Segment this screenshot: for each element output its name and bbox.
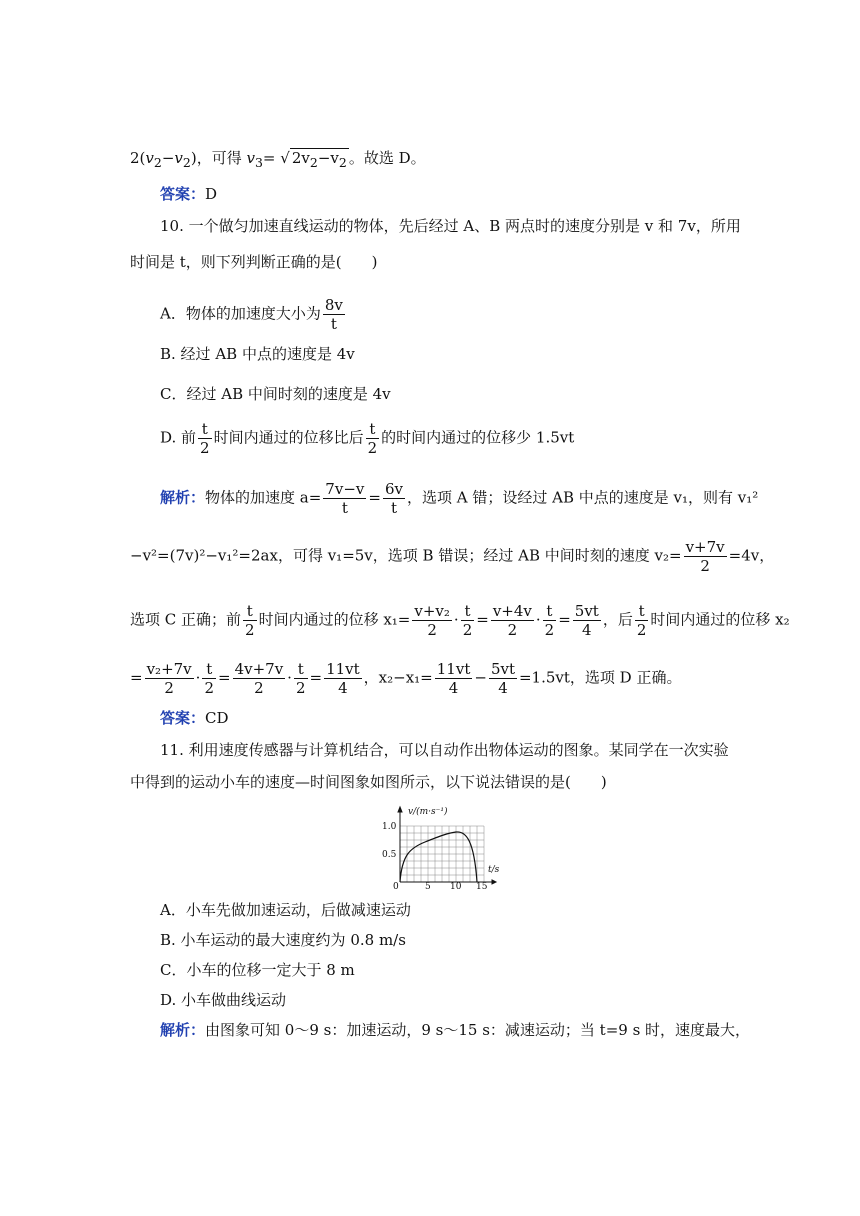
q10-option-d: D. 前 $\frac{t}{2}$ 时间内通过的位移比后 $\frac{t}{2}$ 的时间内通过的位移少 1.5vt: [160, 420, 575, 457]
velocity-curve: [400, 832, 477, 882]
q11-option-c: C．小车的位移一定大于 8 m: [160, 961, 355, 979]
solution-10-line2: −v²=(7v)²−v₁²=2ax，可得 v₁=5v，选项 B 错误；经过 AB 中间时刻的速度 v₂= $\frac{v+7v}{2}$ =4v，: [130, 538, 775, 575]
q11-option-d: D. 小车做曲线运动: [160, 991, 287, 1009]
graph-x-tick-10: 10: [450, 882, 462, 890]
continuation-line: $2(v_2-v_2)$，可得 $v_3=$ √ $2v_2-v_2$ 。故选 D。: [130, 149, 426, 170]
q10-option-a: A．物体的加速度大小为 $\frac{8v}{t}$: [160, 296, 343, 333]
question-11-stem: 11. 利用速度传感器与计算机结合，可以自动作出物体运动的图象。某同学在一次实验: [160, 741, 729, 759]
graph-y-label: v/(m·s⁻¹): [408, 807, 448, 817]
solution-10-line3: 选项 C 正确；前 $\frac{t}{2}$ 时间内通过的位移 x₁= $\frac{\text{v+v₂}}{2}$ · $\frac{t}{2}$ = $\frac{v+4v}{2}$ · $\frac{t}{2}$ = $\frac{5vt}{4}$ ，后 $\frac{t}{2}$ 时间内通过的位移 x₂: [130, 602, 790, 639]
graph-grid: [400, 826, 484, 882]
q10-option-c: C．经过 AB 中间时刻的速度是 4v: [160, 385, 391, 403]
solution-11: 解析：由图象可知 0～9 s：加速运动，9 s～15 s：减速运动；当 t=9 s 时，速度最大，: [160, 1021, 751, 1039]
answer-9: 答案：D: [160, 185, 218, 203]
graph-axes: [398, 807, 496, 884]
q11-option-a: A．小车先做加速运动，后做减速运动: [160, 901, 411, 919]
graph-x-tick-5: 5: [425, 882, 431, 890]
question-10-stem-cont: 时间是 t，则下列判断正确的是( ): [130, 253, 378, 271]
answer-10: 答案：CD: [160, 709, 229, 727]
graph-y-tick-1: 1.0: [382, 822, 397, 832]
graph-x-tick-0: 0: [393, 882, 399, 890]
question-10-stem: 10. 一个做匀加速直线运动的物体，先后经过 A、B 两点时的速度分别是 v 和 7v，所用: [160, 217, 741, 235]
graph-y-tick-05: 0.5: [382, 850, 397, 860]
solution-10-line4: = $\frac{\text{v₂+7v}}{2}$ · $\frac{t}{2}$ = $\frac{4v+7v}{2}$ · $\frac{t}{2}$ = $\frac{11vt}{4}$ ，x₂−x₁= $\frac{11vt}{4}$ − $\frac{5vt}{4}$ =1.5vt，选项 D 正确。: [130, 660, 682, 697]
graph-x-label: t/s: [488, 865, 500, 875]
q10-option-b: B. 经过 AB 中点的速度是 4v: [160, 345, 355, 363]
graph-x-tick-15: 15: [476, 882, 488, 890]
velocity-time-graph: [380, 800, 510, 890]
q11-option-b: B. 小车运动的最大速度约为 0.8 m/s: [160, 931, 406, 949]
solution-10-line1: 解析：物体的加速度 a= $\frac{7v-v}{t}$ = $\frac{6v}{t}$ ，选项 A 错；设经过 AB 中点的速度是 v₁，则有 v₁²: [160, 480, 759, 517]
question-11-stem-cont: 中得到的运动小车的速度—时间图象如图所示，以下说法错误的是( ): [130, 773, 607, 791]
